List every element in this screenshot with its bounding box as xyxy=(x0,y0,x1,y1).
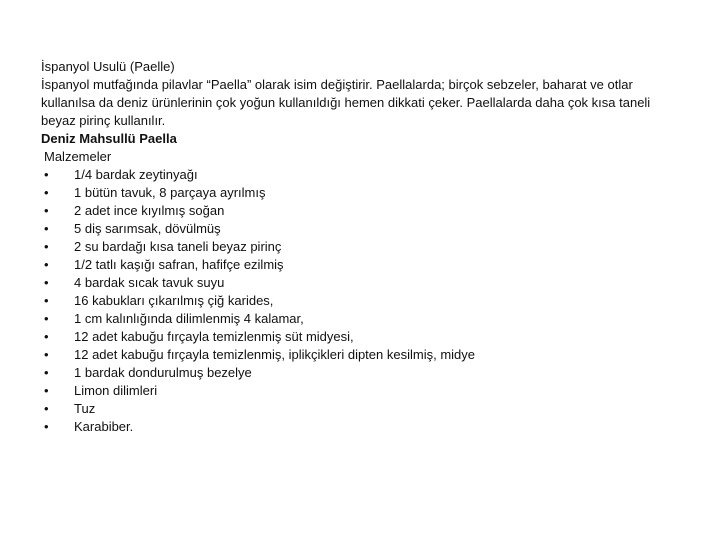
ingredient-text: 2 adet ince kıyılmış soğan xyxy=(74,203,225,218)
ingredient-item xyxy=(41,202,681,220)
ingredient-text: 1/4 bardak zeytinyağı xyxy=(74,167,198,182)
intro-paragraph: İspanyol mutfağında pilavlar “Paella” olarak isim değiştirir. Paellalarda; birçok sebzeler, baharat ve otlar kullanılsa da deniz ürünlerinin çok yoğun kullanıldığı hemen dikkati çeker. Paellalarda daha çok kısa taneli beyaz pirinç kullanılır. xyxy=(41,77,651,128)
bullet-icon: • xyxy=(44,239,49,254)
recipe-subtitle: Deniz Mahsullü Paella xyxy=(41,131,177,146)
ingredient-item xyxy=(41,274,681,292)
bullet-icon: • xyxy=(44,329,49,344)
ingredient-text: 2 su bardağı kısa taneli beyaz pirinç xyxy=(74,239,282,254)
document-content xyxy=(41,58,681,436)
bullet-icon: • xyxy=(44,257,49,272)
ingredients-list xyxy=(41,166,681,436)
ingredient-text: 12 adet kabuğu fırçayla temizlenmiş, iplikçikleri dipten kesilmiş, midye xyxy=(74,347,475,362)
ingredient-text: 1 bardak dondurulmuş bezelye xyxy=(74,365,252,380)
ingredient-item xyxy=(41,238,681,256)
ingredient-text: 12 adet kabuğu fırçayla temizlenmiş süt midyesi, xyxy=(74,329,354,344)
bullet-icon: • xyxy=(44,383,49,398)
bullet-icon: • xyxy=(44,167,49,182)
ingredients-label: Malzemeler xyxy=(44,149,112,164)
bullet-icon: • xyxy=(44,401,49,416)
bullet-icon: • xyxy=(44,347,49,362)
bullet-icon: • xyxy=(44,275,49,290)
ingredient-item xyxy=(41,292,681,310)
ingredient-item xyxy=(41,328,681,346)
bullet-icon: • xyxy=(44,185,49,200)
bullet-icon: • xyxy=(44,221,49,236)
ingredient-text: Limon dilimleri xyxy=(74,383,158,398)
ingredient-item xyxy=(41,256,681,274)
ingredient-item xyxy=(41,166,681,184)
ingredient-item xyxy=(41,400,681,418)
bullet-icon: • xyxy=(44,293,49,308)
bullet-icon: • xyxy=(44,203,49,218)
document-title: İspanyol Usulü (Paelle) xyxy=(41,59,175,74)
ingredient-text: 1 cm kalınlığında dilimlenmiş 4 kalamar, xyxy=(74,311,304,326)
ingredient-item xyxy=(41,382,681,400)
bullet-icon: • xyxy=(44,365,49,380)
ingredient-item xyxy=(41,184,681,202)
ingredient-text: 5 diş sarımsak, dövülmüş xyxy=(74,221,221,236)
ingredient-item xyxy=(41,418,681,436)
ingredient-text: 16 kabukları çıkarılmış çiğ karides, xyxy=(74,293,274,308)
ingredient-text: Tuz xyxy=(74,401,96,416)
bullet-icon: • xyxy=(44,419,49,434)
ingredient-text: 4 bardak sıcak tavuk suyu xyxy=(74,275,225,290)
ingredient-item xyxy=(41,310,681,328)
ingredient-item xyxy=(41,220,681,238)
ingredient-text: 1/2 tatlı kaşığı safran, hafifçe ezilmiş xyxy=(74,257,284,272)
bullet-icon: • xyxy=(44,311,49,326)
ingredient-item xyxy=(41,346,681,364)
ingredient-item xyxy=(41,364,681,382)
ingredient-text: Karabiber. xyxy=(74,419,134,434)
ingredient-text: 1 bütün tavuk, 8 parçaya ayrılmış xyxy=(74,185,266,200)
